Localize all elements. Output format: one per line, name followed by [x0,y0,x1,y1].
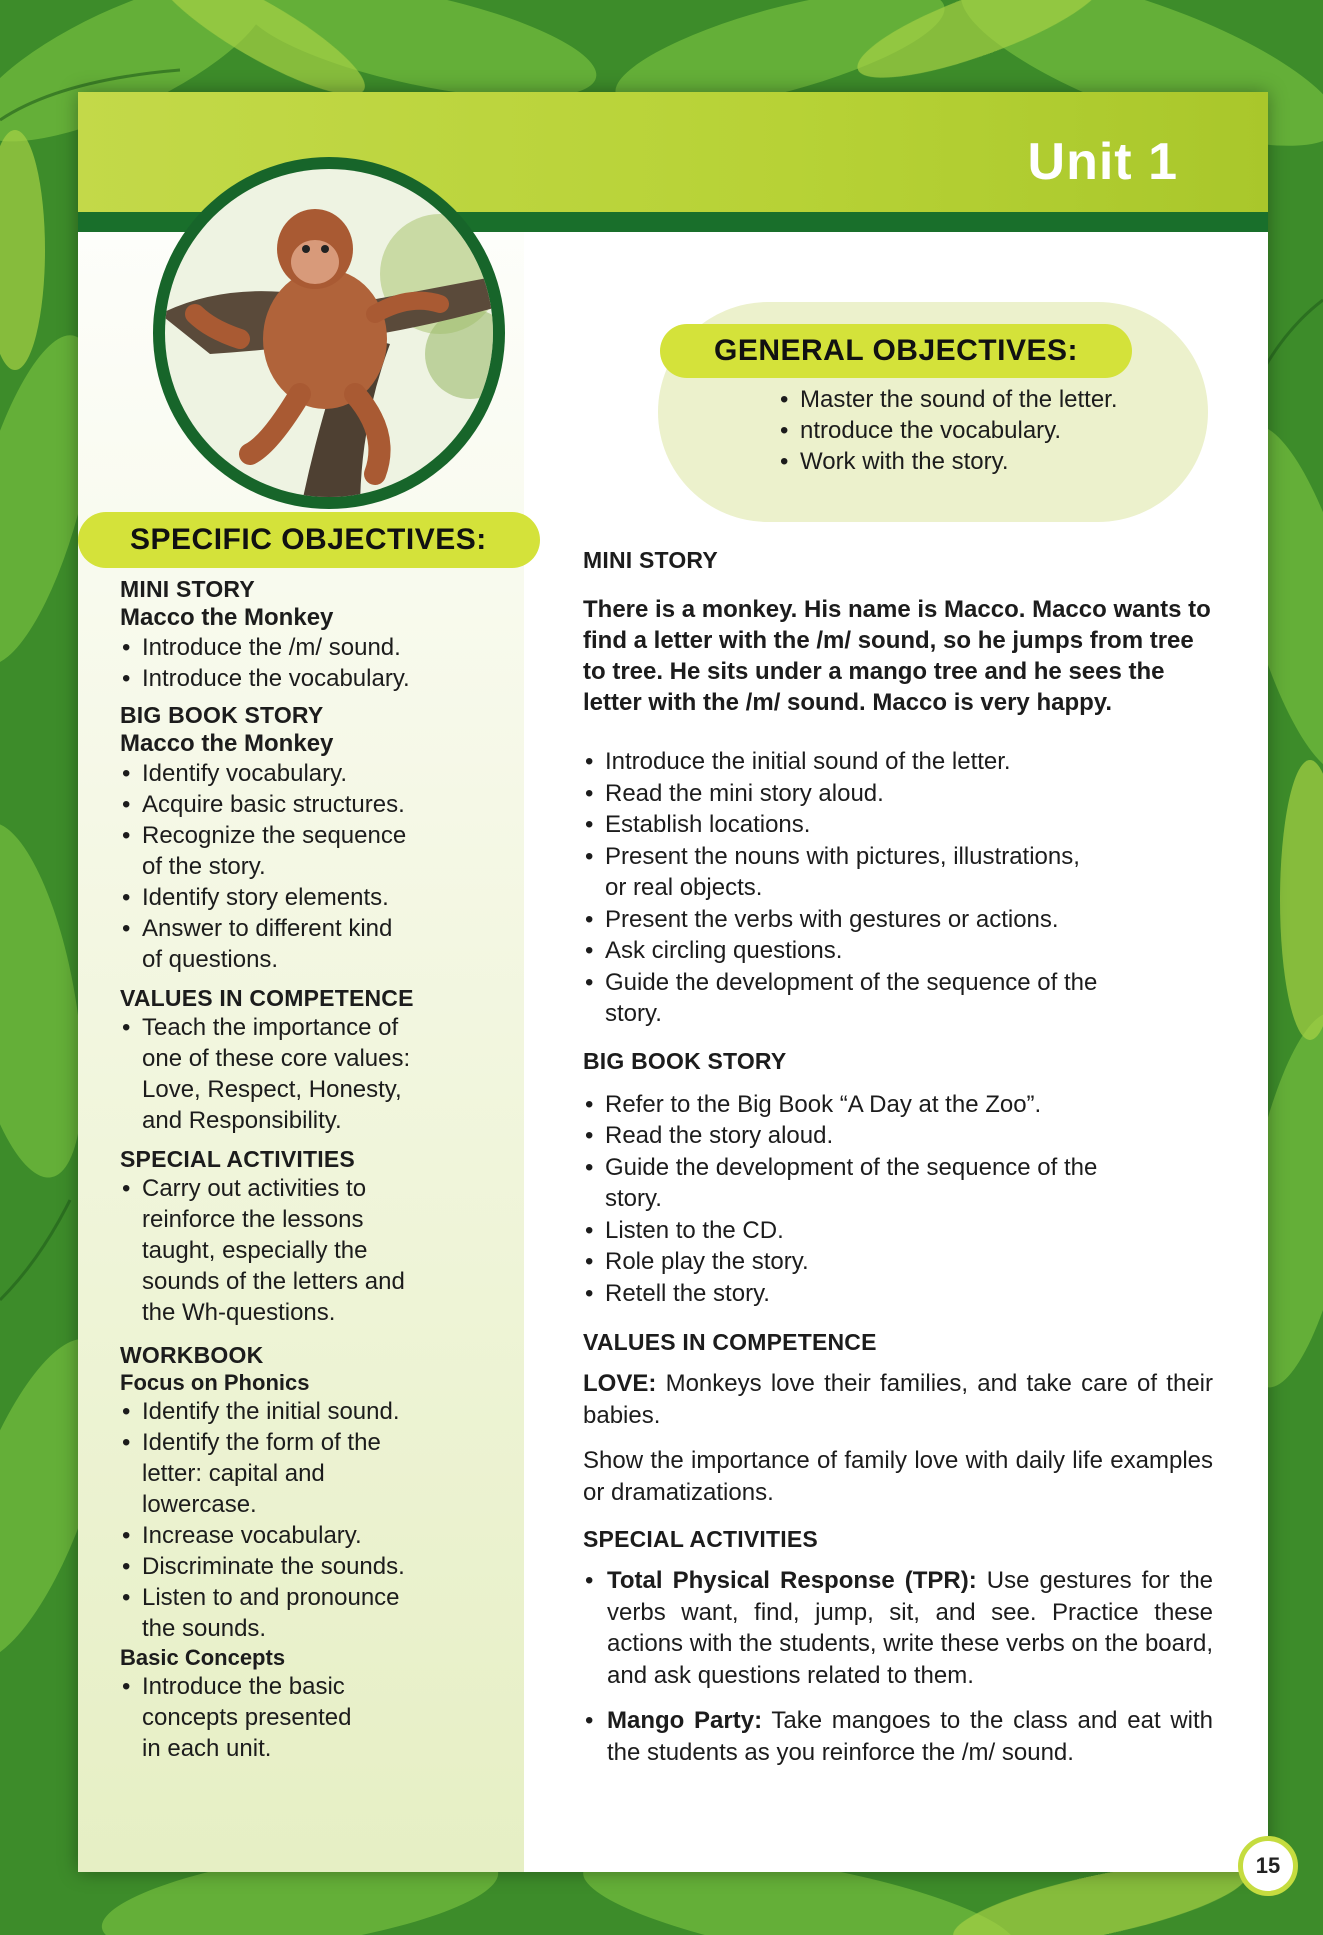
list-item-continued: one of these core values: [142,1045,411,1072]
list-item: • Acquire basic structures. [120,789,500,820]
list-item-continued: taught, especially the [142,1237,368,1264]
monkey-illustration [150,154,508,512]
list-item-continued: story. [605,1000,662,1027]
list-item: • Master the sound of the letter. [778,384,1118,415]
list-item-continued: sounds of the letters and [142,1268,405,1295]
unit-title: Unit 1 [1027,133,1178,191]
list-item: • Teach the importance of [120,1012,500,1043]
list-item-continued: the Wh-questions. [142,1299,336,1326]
subsection-title: Basic Concepts [120,1645,286,1670]
specific-objectives-heading: SPECIFIC OBJECTIVES: [78,512,540,568]
list-item: • Present the nouns with pictures, illustrations, [583,841,1213,873]
section-heading: MINI STORY [120,576,255,602]
list-item-continued: the sounds. [142,1615,267,1642]
general-objectives-list [778,384,1118,477]
tpr-label: Total Physical Response (TPR): [607,1567,977,1594]
mini-story-text: There is a monkey. His name is Macco. Macco wants to find a letter with the /m/ sound, so he jumps from tree to tree. He sits under a mango tree and he sees the letter with the /m/ sound. Macco is very happy. [583,596,1211,716]
love-label: LOVE: [583,1370,657,1397]
list-item-continued: and Responsibility. [142,1107,342,1134]
list-item: • Present the verbs with gestures or actions. [583,904,1213,936]
list-item: • Introduce the vocabulary. [120,663,500,694]
list-item: • Carry out activities to [120,1173,500,1204]
list-item: • Establish locations. [583,809,1213,841]
section-heading: MINI STORY [583,547,718,573]
list-item: • Guide the development of the sequence of the [583,967,1213,999]
list-item-continued: Love, Respect, Honesty, [142,1076,402,1103]
list-item: • Answer to different kind [120,913,500,944]
list-item: • Identify vocabulary. [120,758,500,789]
list-item: • Guide the development of the sequence of the [583,1152,1213,1184]
specific-objectives-column [120,570,500,1764]
list-item: • Listen to and pronounce [120,1582,500,1613]
mango-label: Mango Party: [607,1707,763,1734]
section-heading: SPECIAL ACTIVITIES [583,1526,818,1552]
love-paragraph [583,1368,1213,1431]
list-item-continued: lowercase. [142,1491,257,1518]
list-item: • Discriminate the sounds. [120,1551,500,1582]
show-paragraph: Show the importance of family love with daily life examples or dramatizations. [583,1447,1213,1506]
list-item: • Read the story aloud. [583,1120,1213,1152]
tpr-text: Use gestures for the verbs want, find, jump, sit, and see. Practice these actions with the students, write these verbs on the board, and ask questions related to them. [607,1567,1214,1689]
list-item: • Introduce the initial sound of the letter. [583,746,1213,778]
teaching-notes-column [583,547,1213,1768]
list-item: • Recognize the sequence [120,820,500,851]
section-heading: BIG BOOK STORY [120,702,324,728]
list-item: • Read the mini story aloud. [583,778,1213,810]
section-heading: WORKBOOK [120,1342,264,1368]
story-title: Macco the Monkey [120,604,334,631]
story-title: Macco the Monkey [120,730,334,757]
section-heading: VALUES IN COMPETENCE [120,985,414,1011]
list-item: • Identify story elements. [120,882,500,913]
list-item-continued: of the story. [142,853,266,880]
love-text: Monkeys love their families, and take care of their babies. [583,1370,1213,1429]
list-item: • Work with the story. [778,446,1118,477]
list-item: • Ask circling questions. [583,935,1213,967]
workbook-page [78,92,1268,1872]
subsection-title: Focus on Phonics [120,1370,310,1395]
section-heading: SPECIAL ACTIVITIES [120,1146,355,1172]
list-item: • Identify the initial sound. [120,1396,500,1427]
mango-text: Take mangoes to the class and eat with the students as you reinforce the /m/ sound. [607,1707,1214,1766]
section-heading: VALUES IN COMPETENCE [583,1329,877,1355]
list-item-continued: of questions. [142,946,279,973]
list-item-continued: in each unit. [142,1735,272,1762]
list-item: • Role play the story. [583,1246,1213,1278]
list-item: • ntroduce the vocabulary. [778,415,1118,446]
tpr-activity [583,1565,1213,1691]
list-item: • Listen to the CD. [583,1215,1213,1247]
section-heading: BIG BOOK STORY [583,1047,787,1074]
list-item: • Introduce the /m/ sound. [120,632,500,663]
list-item-continued: letter: capital and [142,1460,325,1487]
list-item-continued: story. [605,1185,662,1212]
list-item-continued: concepts presented [142,1704,352,1731]
list-item: • Introduce the basic [120,1671,500,1702]
list-item: • Retell the story. [583,1278,1213,1310]
page-number: 15 [1238,1836,1298,1896]
list-item-continued: or real objects. [605,874,763,901]
list-item: • Refer to the Big Book “A Day at the Zoo”. [583,1089,1213,1121]
general-objectives-heading: GENERAL OBJECTIVES: [660,324,1132,378]
list-item: • Identify the form of the [120,1427,500,1458]
mango-party-activity [583,1705,1213,1768]
list-item-continued: reinforce the lessons [142,1206,364,1233]
list-item: • Increase vocabulary. [120,1520,500,1551]
